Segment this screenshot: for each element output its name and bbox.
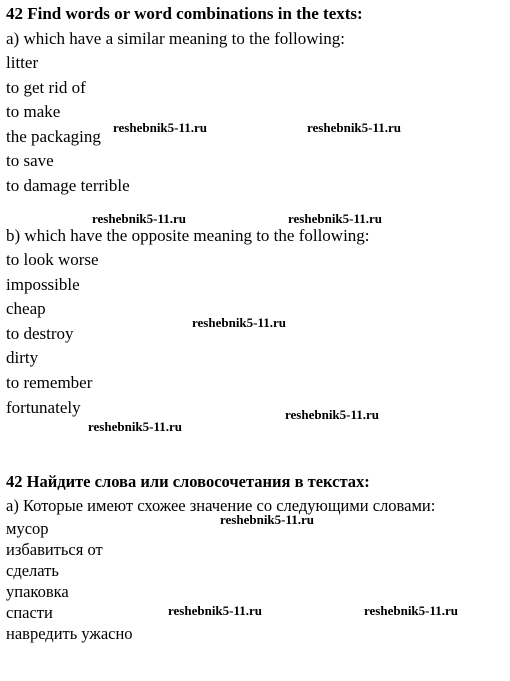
watermark: reshebnik5-11.ru [88,419,183,434]
list-item: to get rid of [6,78,86,97]
watermark: reshebnik5-11.ru [113,120,208,135]
list-item: the packaging [6,127,101,146]
list-item: спасти [6,603,53,622]
watermark: reshebnik5-11.ru [364,603,459,618]
watermark: reshebnik5-11.ru [220,512,315,527]
list-item: to remember [6,373,93,392]
list-item: сделать [6,561,59,580]
list-item: impossible [6,275,80,294]
part-a-instruction-ru: а) Которые имеют схожее значение со следующими словами: [6,496,436,515]
part-a-instruction-en: a) which have a similar meaning to the following: [6,29,345,48]
exercise-heading-ru: 42 Найдите слова или словосочетания в текстах: [6,472,370,491]
list-item: litter [6,53,39,72]
list-item: to make [6,102,61,121]
watermark: reshebnik5-11.ru [92,211,187,226]
list-item: избавиться от [6,540,103,559]
watermark: reshebnik5-11.ru [192,315,287,330]
watermark: reshebnik5-11.ru [285,407,380,422]
list-item: мусор [6,519,49,538]
list-item: to save [6,151,54,170]
list-item: fortunately [6,398,81,417]
list-item: dirty [6,348,39,367]
exercise-heading-en: 42 Find words or word combinations in the texts: [6,4,363,23]
watermark: reshebnik5-11.ru [168,603,263,618]
list-item: навредить ужасно [6,624,133,643]
list-item: to look worse [6,250,99,269]
list-item: cheap [6,299,46,318]
watermark: reshebnik5-11.ru [307,120,402,135]
part-b-instruction-en: b) which have the opposite meaning to the following: [6,226,370,245]
list-item: упаковка [6,582,69,601]
list-item: to damage terrible [6,176,130,195]
list-item: to destroy [6,324,74,343]
watermark: reshebnik5-11.ru [288,211,383,226]
